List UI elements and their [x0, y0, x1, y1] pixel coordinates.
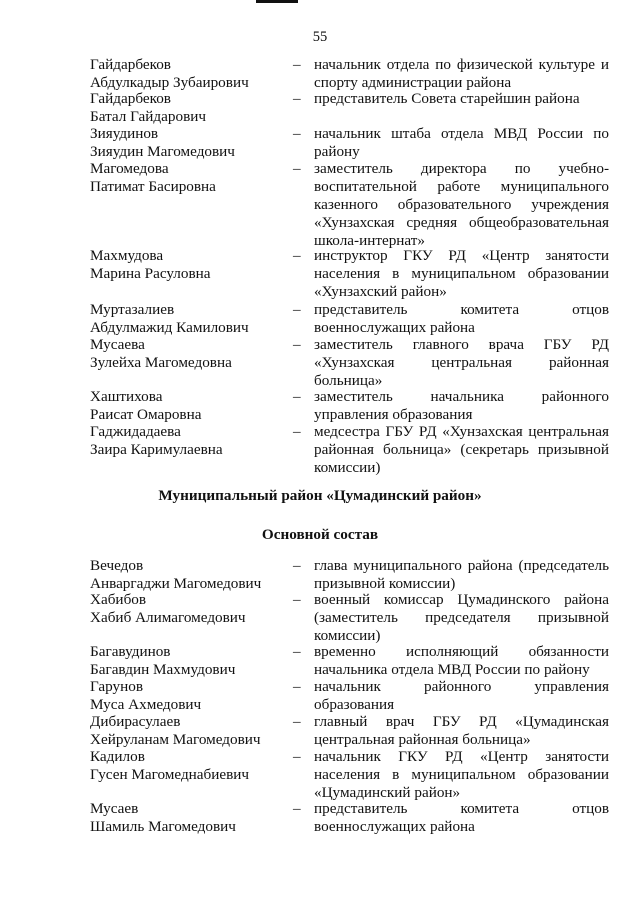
- member-name-line: Абдулмажид Камилович: [90, 319, 249, 336]
- dash-separator: –: [293, 748, 301, 765]
- member-name-line: Гайдарбеков: [90, 90, 171, 107]
- dash-separator: –: [293, 678, 301, 695]
- member-name: [90, 423, 285, 459]
- member-name: [90, 247, 285, 283]
- dash-separator: –: [293, 56, 301, 73]
- member-position-line: представитель Совета старейшин района: [314, 90, 580, 107]
- dash-separator: –: [293, 160, 301, 177]
- member-position-line: «Хунзахская средняя общеобразовательная: [314, 214, 609, 231]
- member-position: [314, 591, 609, 645]
- member-position-line: населения в муниципальном образовании: [314, 265, 609, 282]
- page-number: 55: [312, 29, 328, 45]
- member-name: [90, 336, 285, 372]
- dash-separator: –: [293, 423, 301, 440]
- member-position-line: районная больница» (секретарь призывной: [314, 441, 609, 458]
- member-position-line: медсестра ГБУ РД «Хунзахская центральная: [314, 423, 609, 440]
- member-name: [90, 388, 285, 424]
- member-name-line: Батал Гайдарович: [90, 108, 207, 125]
- member-position-line: управления образования: [314, 406, 473, 423]
- member-name-line: Мусаева: [90, 336, 145, 353]
- member-position-line: начальник ГКУ РД «Центр занятости: [314, 748, 609, 765]
- member-position-line: военнослужащих района: [314, 818, 475, 835]
- member-position: [314, 800, 609, 836]
- member-position-line: начальник отдела по физической культуре и: [314, 56, 609, 73]
- dash-separator: –: [293, 336, 301, 353]
- member-name: [90, 90, 285, 126]
- member-name-line: Гайдарбеков: [90, 56, 171, 73]
- member-position: [314, 160, 609, 250]
- member-name-line: Мусаев: [90, 800, 139, 817]
- member-name-line: Гусен Магомеднабиевич: [90, 766, 250, 783]
- member-name: [90, 56, 285, 92]
- member-position-line: комиссии): [314, 627, 381, 644]
- member-position-line: «Хунзахская центральная районная: [314, 354, 609, 371]
- member-name-line: Муса Ахмедович: [90, 696, 202, 713]
- dash-separator: –: [293, 125, 301, 142]
- dash-separator: –: [293, 247, 301, 264]
- member-position-line: больница»: [314, 372, 383, 389]
- member-position-line: главный врач ГБУ РД «Цумадинская: [314, 713, 609, 730]
- member-name-line: Дибирасулаев: [90, 713, 181, 730]
- scan-mark: [256, 0, 298, 3]
- member-position-line: комиссии): [314, 459, 381, 476]
- member-name-line: Махмудова: [90, 247, 164, 264]
- member-position-line: району: [314, 143, 360, 160]
- member-name: [90, 643, 285, 679]
- member-position-line: школа-интернат»: [314, 232, 426, 249]
- dash-separator: –: [293, 591, 301, 608]
- member-position-line: военнослужащих района: [314, 319, 475, 336]
- member-position-line: казенного образовательного учреждения: [314, 196, 609, 213]
- member-position: [314, 125, 609, 161]
- member-position: [314, 90, 609, 108]
- member-name-line: Абдулкадыр Зубаирович: [90, 74, 249, 91]
- member-name-line: Зулейха Магомедовна: [90, 354, 232, 371]
- member-position: [314, 336, 609, 390]
- member-name-line: Раисат Омаровна: [90, 406, 202, 423]
- member-position-line: «Цумадинский район»: [314, 784, 461, 801]
- member-name-line: Хаштихова: [90, 388, 163, 405]
- member-position-line: воспитательной работе муниципального: [314, 178, 609, 195]
- dash-separator: –: [293, 800, 301, 817]
- member-name-line: Зияудинов: [90, 125, 159, 142]
- member-name-line: Гаджидадаева: [90, 423, 181, 440]
- member-name: [90, 301, 285, 337]
- member-name-line: Магомедова: [90, 160, 169, 177]
- member-name-line: Багавудинов: [90, 643, 171, 660]
- dash-separator: –: [293, 557, 301, 574]
- member-position-line: центральная районная больница»: [314, 731, 531, 748]
- member-position-line: начальника отдела МВД России по району: [314, 661, 590, 678]
- member-position-line: заместитель начальника районного: [314, 388, 609, 405]
- member-name-line: Муртазалиев: [90, 301, 175, 318]
- member-position: [314, 247, 609, 301]
- member-name-line: Марина Расуловна: [90, 265, 211, 282]
- member-position: [314, 713, 609, 749]
- member-position-line: призывной комиссии): [314, 575, 456, 592]
- member-position-line: глава муниципального района (председатель: [314, 557, 609, 574]
- member-name-line: Хейруланам Магомедович: [90, 731, 261, 748]
- member-position-line: представитель комитета отцов: [314, 301, 609, 318]
- member-name: [90, 748, 285, 784]
- member-name-line: Вечедов: [90, 557, 144, 574]
- member-position-line: заместитель главного врача ГБУ РД: [314, 336, 609, 353]
- member-position: [314, 56, 609, 92]
- member-name-line: Хабибов: [90, 591, 147, 608]
- member-position-line: спорту администрации района: [314, 74, 512, 91]
- dash-separator: –: [293, 388, 301, 405]
- member-name-line: Шамиль Магомедович: [90, 818, 236, 835]
- dash-separator: –: [293, 643, 301, 660]
- member-name: [90, 713, 285, 749]
- member-name-line: Кадилов: [90, 748, 145, 765]
- member-position: [314, 748, 609, 802]
- member-name-line: Багавдин Махмудович: [90, 661, 236, 678]
- member-name: [90, 557, 285, 593]
- member-position: [314, 423, 609, 477]
- member-name: [90, 125, 285, 161]
- member-position-line: населения в муниципальном образовании: [314, 766, 609, 783]
- dash-separator: –: [293, 301, 301, 318]
- member-name-line: Патимат Басировна: [90, 178, 216, 195]
- member-position-line: инструктор ГКУ РД «Центр занятости: [314, 247, 609, 264]
- member-position: [314, 301, 609, 337]
- member-position-line: начальник штаба отдела МВД России по: [314, 125, 609, 142]
- member-name: [90, 160, 285, 196]
- dash-separator: –: [293, 713, 301, 730]
- district-heading: Муниципальный район «Цумадинский район»: [158, 487, 482, 504]
- member-name-line: Зияудин Магомедович: [90, 143, 235, 160]
- member-position-line: заместитель директора по учебно-: [314, 160, 609, 177]
- member-position-line: представитель комитета отцов: [314, 800, 609, 817]
- member-position: [314, 557, 609, 593]
- member-name-line: Гарунов: [90, 678, 144, 695]
- member-name-line: Заира Каримулаевна: [90, 441, 223, 458]
- member-position: [314, 643, 609, 679]
- member-position-line: (заместитель председателя призывной: [314, 609, 609, 626]
- member-position-line: начальник районного управления: [314, 678, 609, 695]
- member-position: [314, 388, 609, 424]
- member-position-line: временно исполняющий обязанности: [314, 643, 609, 660]
- dash-separator: –: [293, 90, 301, 107]
- member-name: [90, 800, 285, 836]
- member-position-line: военный комиссар Цумадинского района: [314, 591, 609, 608]
- member-name-line: Хабиб Алимагомедович: [90, 609, 246, 626]
- member-name: [90, 678, 285, 714]
- member-name: [90, 591, 285, 627]
- member-name-line: Анваргаджи Магомедович: [90, 575, 262, 592]
- member-position-line: «Хунзахский район»: [314, 283, 447, 300]
- member-position: [314, 678, 609, 714]
- composition-heading: Основной состав: [261, 526, 379, 543]
- member-position-line: образования: [314, 696, 395, 713]
